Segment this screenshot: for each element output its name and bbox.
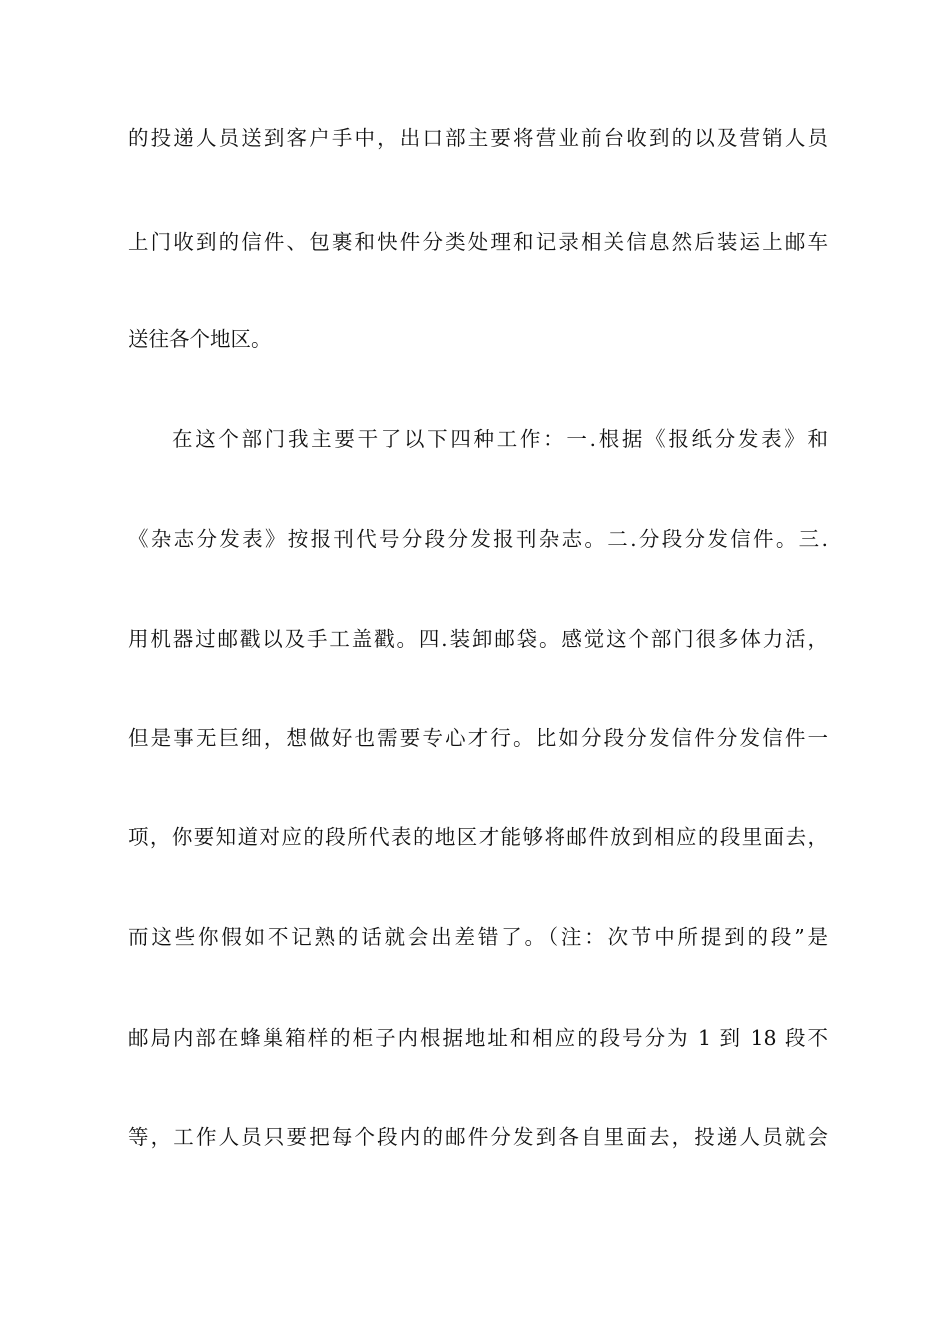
text-line: 项，你要知道对应的段所代表的地区才能够将邮件放到相应的段里面去，	[128, 825, 828, 849]
text-line: 邮局内部在蜂巢箱样的柜子内根据地址和相应的段号分为 1 到 18 段不	[128, 1026, 828, 1050]
text-line: 的投递人员送到客户手中，出口部主要将营业前台收到的以及营销人员	[128, 126, 828, 150]
paragraph-first-line: 在这个部门我主要干了以下四种工作：一.根据《报纸分发表》和	[172, 427, 828, 451]
text-line: 上门收到的信件、包裹和快件分类处理和记录相关信息然后装运上邮车	[128, 230, 828, 254]
text-line: 《杂志分发表》按报刊代号分段分发报刊杂志。二.分段分发信件。三.	[128, 527, 828, 551]
text-line: 用机器过邮戳以及手工盖戳。四.装卸邮袋。感觉这个部门很多体力活，	[128, 627, 828, 651]
text-line: 而这些你假如不记熟的话就会出差错了。（注：次节中所提到的段”是	[128, 925, 828, 949]
text-line: 等，工作人员只要把每个段内的邮件分发到各自里面去，投递人员就会	[128, 1125, 828, 1149]
paragraph-end-line: 送往各个地区。	[128, 327, 272, 351]
text-line: 但是事无巨细，想做好也需要专心才行。比如分段分发信件分发信件一	[128, 726, 828, 750]
